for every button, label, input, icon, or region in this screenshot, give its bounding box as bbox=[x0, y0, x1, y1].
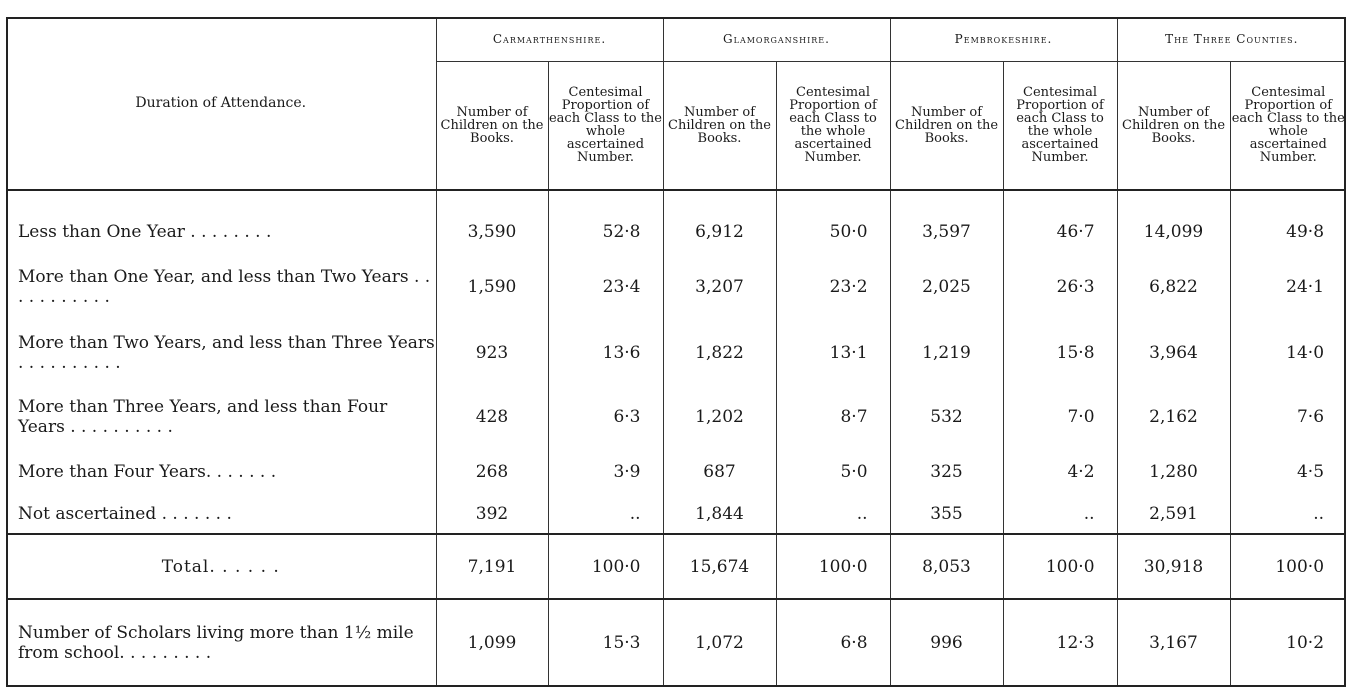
cell-proportion: 46·7 bbox=[1003, 212, 1117, 252]
cell-number: 1,822 bbox=[663, 322, 776, 384]
cell-number: 6,822 bbox=[1117, 252, 1230, 322]
cell-proportion: 26·3 bbox=[1003, 252, 1117, 322]
cell-proportion: 23·4 bbox=[548, 252, 663, 322]
cell-proportion: 49·8 bbox=[1230, 212, 1346, 252]
cell-proportion: 4·5 bbox=[1230, 450, 1346, 494]
cell-number: 1,219 bbox=[890, 322, 1003, 384]
cell-proportion: 52·8 bbox=[548, 212, 663, 252]
cell-proportion: 6·3 bbox=[548, 384, 663, 450]
cell-proportion: 6·8 bbox=[776, 599, 890, 687]
scholars-label: Number of Scholars living more than 1½ mile from school. . . . . . . . . bbox=[18, 623, 414, 664]
county-header-pembrokeshire: Pembrokeshire. bbox=[890, 17, 1117, 62]
cell-number: 3,207 bbox=[663, 252, 776, 322]
cell-number: 1,844 bbox=[663, 494, 776, 534]
cell-proportion: 24·1 bbox=[1230, 252, 1346, 322]
cell-proportion: 13·6 bbox=[548, 322, 663, 384]
total-number: 8,053 bbox=[890, 534, 1003, 598]
row-label: Less than One Year . . . . . . . . bbox=[18, 221, 272, 242]
total-proportion: 100·0 bbox=[548, 534, 663, 598]
cell-proportion: 8·7 bbox=[776, 384, 890, 450]
col-proportion-header: Centesimal Proportion of each Class to the whole ascertained Number. bbox=[1230, 62, 1346, 190]
cell-number: 3,597 bbox=[890, 212, 1003, 252]
cell-number: 325 bbox=[890, 450, 1003, 494]
cell-proportion: 3·9 bbox=[548, 450, 663, 494]
col-proportion-header: Centesimal Proportion of each Class to the whole ascertained Number. bbox=[1003, 62, 1117, 190]
cell-number: 1,590 bbox=[436, 252, 548, 322]
county-header-carmarthenshire: Carmarthenshire. bbox=[436, 17, 663, 62]
cell-proportion: .. bbox=[776, 494, 890, 534]
cell-number: 428 bbox=[436, 384, 548, 450]
cell-number: 1,280 bbox=[1117, 450, 1230, 494]
cell-proportion: 4·2 bbox=[1003, 450, 1117, 494]
cell-proportion: 7·6 bbox=[1230, 384, 1346, 450]
cell-proportion: 15·3 bbox=[548, 599, 663, 687]
cell-proportion: .. bbox=[548, 494, 663, 534]
cell-number: 3,167 bbox=[1117, 599, 1230, 687]
cell-number: 3,590 bbox=[436, 212, 548, 252]
cell-number: 2,591 bbox=[1117, 494, 1230, 534]
col-number-header: Number of Children on the Books. bbox=[436, 62, 548, 190]
cell-number: 3,964 bbox=[1117, 322, 1230, 384]
total-proportion: 100·0 bbox=[776, 534, 890, 598]
cell-proportion: 10·2 bbox=[1230, 599, 1346, 687]
table-border bbox=[6, 17, 1346, 687]
col-number-header: Number of Children on the Books. bbox=[1117, 62, 1230, 190]
cell-number: 1,072 bbox=[663, 599, 776, 687]
cell-number: 6,912 bbox=[663, 212, 776, 252]
cell-proportion: 23·2 bbox=[776, 252, 890, 322]
cell-proportion: 5·0 bbox=[776, 450, 890, 494]
col-proportion-header: Centesimal Proportion of each Class to the whole ascertained Number. bbox=[776, 62, 890, 190]
duration-header: Duration of Attendance. bbox=[6, 17, 436, 190]
col-proportion-header: Centesimal Proportion of each Class to the whole ascertained Number. bbox=[548, 62, 663, 190]
total-proportion: 100·0 bbox=[1003, 534, 1117, 598]
row-label: More than Three Years, and less than Four Years . . . . . . . . . . bbox=[18, 397, 388, 438]
cell-number: 996 bbox=[890, 599, 1003, 687]
cell-number: 14,099 bbox=[1117, 212, 1230, 252]
cell-proportion: 50·0 bbox=[776, 212, 890, 252]
cell-proportion: .. bbox=[1230, 494, 1346, 534]
cell-proportion: 14·0 bbox=[1230, 322, 1346, 384]
col-number-header: Number of Children on the Books. bbox=[663, 62, 776, 190]
cell-number: 923 bbox=[436, 322, 548, 384]
col-number-header: Number of Children on the Books. bbox=[890, 62, 1003, 190]
cell-number: 1,099 bbox=[436, 599, 548, 687]
cell-number: 532 bbox=[890, 384, 1003, 450]
total-number: 30,918 bbox=[1117, 534, 1230, 598]
total-proportion: 100·0 bbox=[1230, 534, 1346, 598]
cell-proportion: 12·3 bbox=[1003, 599, 1117, 687]
cell-number: 2,025 bbox=[890, 252, 1003, 322]
total-label: Total. . . . . . bbox=[6, 534, 436, 598]
cell-number: 1,202 bbox=[663, 384, 776, 450]
cell-proportion: 13·1 bbox=[776, 322, 890, 384]
cell-number: 2,162 bbox=[1117, 384, 1230, 450]
cell-number: 268 bbox=[436, 450, 548, 494]
cell-number: 687 bbox=[663, 450, 776, 494]
cell-number: 355 bbox=[890, 494, 1003, 534]
total-number: 7,191 bbox=[436, 534, 548, 598]
total-number: 15,674 bbox=[663, 534, 776, 598]
cell-proportion: .. bbox=[1003, 494, 1117, 534]
row-label: More than One Year, and less than Two Years . . . . . . . . . . . bbox=[18, 266, 431, 307]
cell-number: 392 bbox=[436, 494, 548, 534]
row-label: More than Four Years. . . . . . . bbox=[18, 462, 277, 483]
cell-proportion: 7·0 bbox=[1003, 384, 1117, 450]
cell-proportion: 15·8 bbox=[1003, 322, 1117, 384]
county-header-three-counties: The Three Counties. bbox=[1117, 17, 1346, 62]
county-header-glamorganshire: Glamorganshire. bbox=[663, 17, 890, 62]
row-label: Not ascertained . . . . . . . bbox=[18, 503, 232, 524]
row-label: More than Two Years, and less than Three Years . . . . . . . . . . bbox=[18, 332, 435, 373]
